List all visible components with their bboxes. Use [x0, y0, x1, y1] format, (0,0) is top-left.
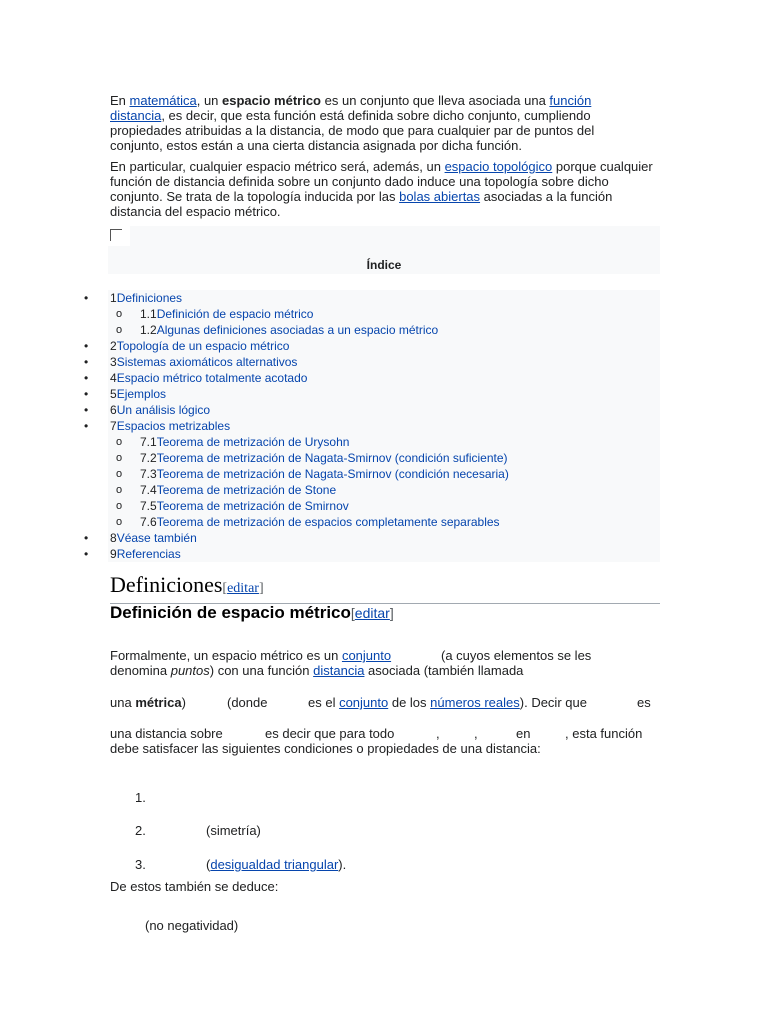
toc-link[interactable]: Espacios metrizables [116, 419, 231, 433]
link-numeros-reales[interactable]: números reales [430, 695, 520, 710]
toc-number: 6 [110, 403, 117, 417]
toc-title: Índice [366, 258, 402, 272]
non-negativity-label: (no negatividad) [145, 918, 239, 933]
edit-link[interactable]: editar [354, 605, 390, 621]
def-line-4d: , [474, 726, 478, 741]
toc-link[interactable]: Definición de espacio métrico [156, 307, 314, 321]
toc-list [84, 290, 660, 562]
toc-item[interactable] [84, 370, 660, 386]
text: En [110, 93, 130, 108]
toc-item[interactable] [108, 514, 660, 530]
toc-number: 7.3 [140, 467, 157, 481]
circle-bullet-icon: o [116, 500, 123, 512]
toc-number: 7.1 [140, 435, 157, 449]
intro-paragraph [110, 93, 630, 153]
circle-bullet-icon: o [116, 484, 123, 496]
link-funcion-distancia[interactable]: función distancia [110, 93, 592, 123]
circle-bullet-icon: o [116, 516, 123, 528]
circle-bullet-icon: o [116, 308, 123, 320]
toc-item[interactable] [108, 498, 660, 514]
link-espacio-topologico[interactable]: espacio topológico [444, 159, 553, 174]
def-line-3c: es el conjunto de los números reales). Decir que [308, 695, 587, 710]
link-matematica[interactable]: matemática [129, 93, 197, 108]
condition-3-number: 3. [135, 857, 146, 872]
toc-number: 2 [110, 339, 117, 353]
condition-3-label: (desigualdad triangular). [206, 857, 347, 872]
toc-number: 9 [110, 547, 117, 561]
def-line-4b: es decir que para todo [265, 726, 395, 741]
toc-item[interactable] [84, 402, 660, 418]
text: , un [196, 93, 223, 108]
edit-section: [editar] [350, 605, 394, 621]
bold-term: espacio métrico [222, 93, 322, 108]
toc-link[interactable]: Sistemas axiomáticos alternativos [116, 355, 298, 369]
toc-number: 8 [110, 531, 117, 545]
heading-text: Definición de espacio métrico [110, 603, 351, 622]
disc-bullet-icon: • [84, 403, 89, 417]
link-conjunto-2[interactable]: conjunto [339, 695, 389, 710]
circle-bullet-icon: o [116, 324, 123, 336]
condition-2-label: (simetría) [206, 823, 261, 838]
def-line-4f: , esta función [565, 726, 643, 741]
def-line-3a: una métrica) [110, 695, 186, 710]
second-paragraph [110, 159, 660, 219]
link-distancia[interactable]: distancia [313, 663, 365, 678]
toc-link[interactable]: Teorema de metrización de Stone [156, 483, 337, 497]
text: porque cualquier función de distancia definida sobre un conjunto dado induce una topología sobre dicho conjunto. Se trata de la topología inducida por las [110, 159, 653, 204]
disc-bullet-icon: • [84, 371, 89, 385]
toc-link[interactable]: Definiciones [116, 291, 183, 305]
disc-bullet-icon: • [84, 291, 89, 305]
def-line-4a: una distancia sobre [110, 726, 223, 741]
circle-bullet-icon: o [116, 452, 123, 464]
toc-number: 1 [110, 291, 117, 305]
edit-link[interactable]: editar [227, 581, 259, 596]
def-line-2: denomina puntos) con una función distancia asociada (también llamada [110, 663, 524, 678]
def-line-1: Formalmente, un espacio métrico es un conjunto [110, 648, 392, 663]
def-line-4c: , [436, 726, 440, 741]
checkbox-icon[interactable] [110, 229, 122, 241]
toc-item[interactable] [84, 338, 660, 354]
edit-section: [editar] [222, 581, 264, 596]
toc-item[interactable] [108, 434, 660, 450]
toc-link[interactable]: Teorema de metrización de espacios completamente separables [156, 515, 500, 529]
def-line-5: debe satisfacer las siguientes condiciones o propiedades de una distancia: [110, 741, 541, 756]
toc-item[interactable] [84, 418, 660, 434]
text: asociadas a la función distancia del espacio métrico. [110, 189, 613, 219]
bold-term: métrica [135, 695, 182, 710]
toc-number: 7.5 [140, 499, 157, 513]
toc-item[interactable] [84, 354, 660, 370]
disc-bullet-icon: • [84, 387, 89, 401]
toc-item[interactable] [84, 546, 660, 562]
toc-link[interactable]: Un análisis lógico [116, 403, 211, 417]
circle-bullet-icon: o [116, 436, 123, 448]
text: es un conjunto que lleva asociada una [321, 93, 550, 108]
toc-number: 7.2 [140, 451, 157, 465]
toc-number: 4 [110, 371, 117, 385]
toc-number: 3 [110, 355, 117, 369]
link-bolas-abiertas[interactable]: bolas abiertas [399, 189, 481, 204]
toc-link[interactable]: Algunas definiciones asociadas a un espacio métrico [156, 323, 439, 337]
toc-item[interactable] [84, 290, 660, 306]
heading-text: Definiciones [110, 572, 223, 597]
condition-2-number: 2. [135, 823, 146, 838]
italic-term: puntos [170, 663, 210, 678]
toc-number: 7 [110, 419, 117, 433]
disc-bullet-icon: • [84, 355, 89, 369]
disc-bullet-icon: • [84, 339, 89, 353]
disc-bullet-icon: • [84, 419, 89, 433]
link-conjunto[interactable]: conjunto [341, 648, 392, 663]
def-line-1b: (a cuyos elementos se les [441, 648, 592, 663]
toc-link[interactable]: Teorema de metrización de Urysohn [156, 435, 350, 449]
text: En particular, cualquier espacio métrico será, además, un [110, 159, 445, 174]
circle-bullet-icon: o [116, 468, 123, 480]
toc-link[interactable]: Ejemplos [116, 387, 167, 401]
toc-number: 1.1 [140, 307, 157, 321]
disc-bullet-icon: • [84, 531, 89, 545]
disc-bullet-icon: • [84, 547, 89, 561]
toc-number: 7.6 [140, 515, 157, 529]
subsection-heading [110, 601, 394, 625]
deduce-text: De estos también se deduce: [110, 879, 279, 894]
def-line-3b: (donde [227, 695, 268, 710]
def-line-3d: es [637, 695, 651, 710]
toc-item[interactable] [108, 322, 660, 338]
toc-item[interactable] [108, 482, 660, 498]
toc-header [108, 226, 660, 274]
toc-link[interactable]: Véase también [116, 531, 197, 545]
toc-link[interactable]: Topología de un espacio métrico [116, 339, 290, 353]
condition-1-number: 1. [135, 790, 146, 805]
toc-item[interactable] [84, 386, 660, 402]
toc-number: 7.4 [140, 483, 157, 497]
toc-link[interactable]: Espacio métrico totalmente acotado [116, 371, 308, 385]
toc-item[interactable] [84, 530, 660, 546]
section-heading-definiciones [110, 572, 660, 604]
toc-item[interactable] [108, 450, 660, 466]
toc-toggle[interactable] [108, 226, 130, 246]
toc-item[interactable] [108, 306, 660, 322]
link-desigualdad-triangular[interactable]: desigualdad triangular [210, 857, 339, 872]
text: , es decir, que esta función está definida sobre dicho conjunto, cumpliendo propiedades atribuidas a la distancia, de modo que para cualquier par de puntos del conjunto, estos están a una cierta distancia asignada por dicha función. [110, 108, 595, 153]
toc-number: 1.2 [140, 323, 157, 337]
def-line-4e: en [516, 726, 531, 741]
toc-link[interactable]: Referencias [116, 547, 181, 561]
toc-link[interactable]: Teorema de metrización de Nagata-Smirnov (condición necesaria) [156, 467, 509, 481]
toc-item[interactable] [108, 466, 660, 482]
toc-number: 5 [110, 387, 117, 401]
toc-link[interactable]: Teorema de metrización de Nagata-Smirnov (condición suficiente) [156, 451, 508, 465]
toc-link[interactable]: Teorema de metrización de Smirnov [156, 499, 349, 513]
